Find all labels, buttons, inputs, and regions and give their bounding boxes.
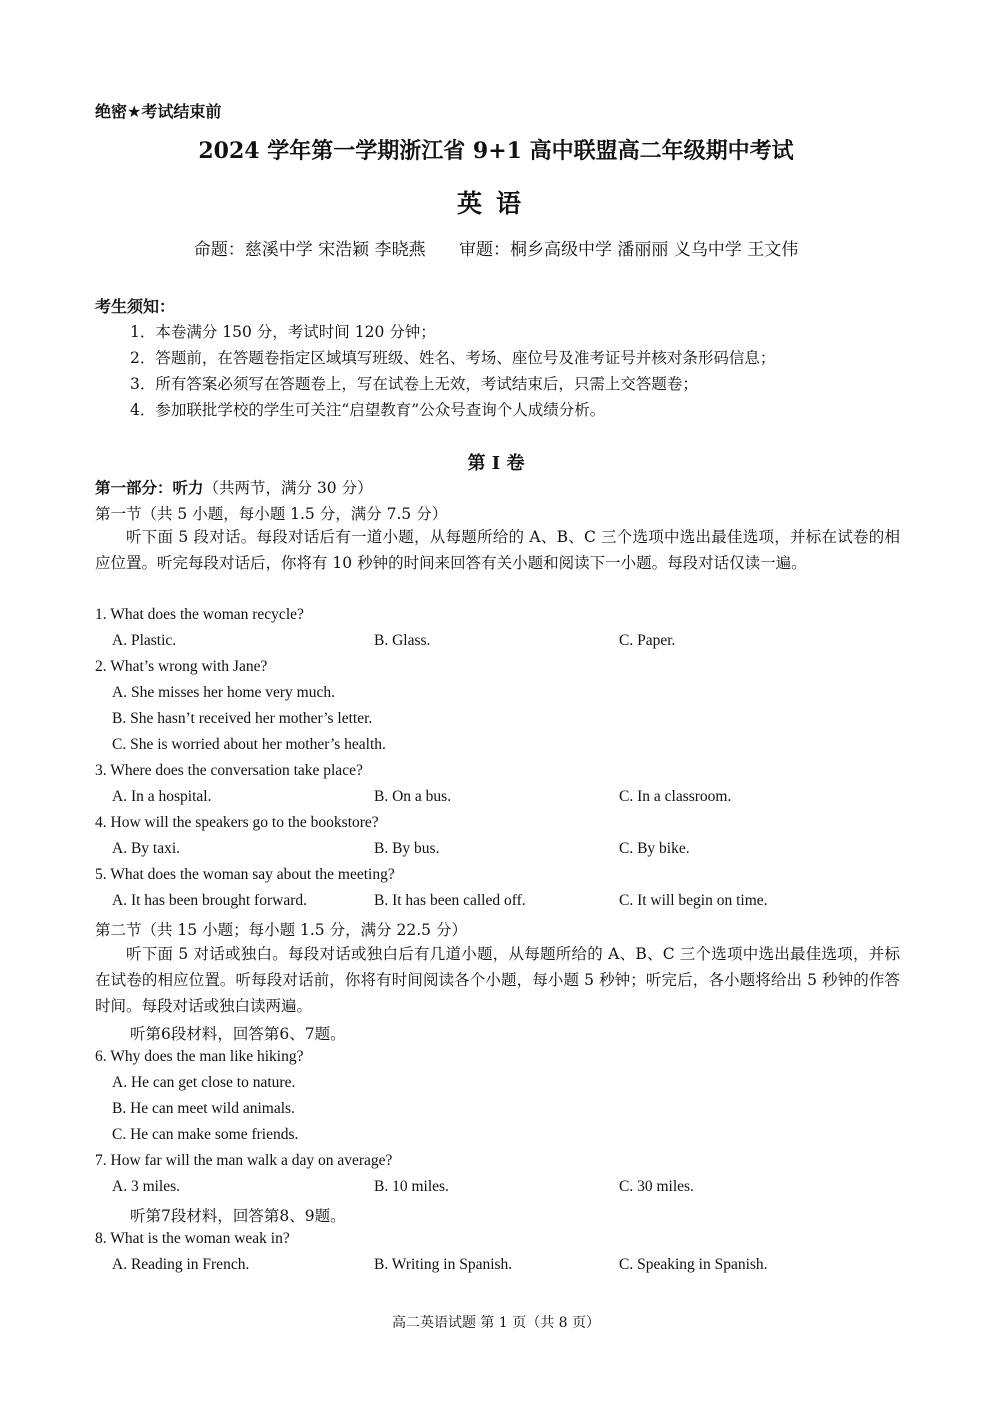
part1-title <box>95 476 373 498</box>
q6-option-a: A. He can get close to nature. <box>112 1074 296 1091</box>
part1-title-bold: 第一部分：听力 <box>95 479 204 497</box>
authors-line <box>0 235 992 260</box>
section1-title: 第一节（共 5 小题，每小题 1.5 分，满分 7.5 分） <box>95 505 448 523</box>
subject-title: 英语 <box>456 189 535 218</box>
q4-option-a: A. By taxi. <box>112 840 181 857</box>
question-8: 8. What is the woman weak in? <box>95 1230 290 1247</box>
q8-option-b: B. Writing in Spanish. <box>374 1256 513 1273</box>
confidential-label: 绝密★考试结束前 <box>95 102 222 121</box>
q1-option-b: B. Glass. <box>374 632 431 649</box>
exam-title: 2024 学年第一学期浙江省 9+1 高中联盟高二年级期中考试 <box>198 138 794 164</box>
q7-option-b: B. 10 miles. <box>374 1178 449 1195</box>
question-3: 3. Where does the conversation take place? <box>95 762 363 779</box>
material-7-note: 听第7段材料，回答第8、9题。 <box>130 1207 346 1225</box>
q8-option-a: A. Reading in French. <box>112 1256 250 1273</box>
question-5: 5. What does the woman say about the meeting? <box>95 866 395 883</box>
q5-option-a: A. It has been brought forward. <box>112 892 307 909</box>
part1-title-rest: （共两节，满分 30 分） <box>203 479 373 497</box>
q5-option-b: B. It has been called off. <box>374 892 526 909</box>
q6-option-c: C. He can make some friends. <box>112 1126 299 1143</box>
notice-item: 2．答题前，在答题卷指定区域填写班级、姓名、考场、座位号及准考证号并核对条形码信息； <box>130 349 776 367</box>
material-6-note: 听第6段材料，回答第6、7题。 <box>130 1025 346 1043</box>
notice-item: 4．参加联批学校的学生可关注“启望教育”公众号查询个人成绩分析。 <box>130 401 606 419</box>
q4-option-b: B. By bus. <box>374 840 440 857</box>
q3-option-c: C. In a classroom. <box>619 788 732 805</box>
q8-option-c: C. Speaking in Spanish. <box>619 1256 768 1273</box>
q1-option-c: C. Paper. <box>619 632 676 649</box>
question-6: 6. Why does the man like hiking? <box>95 1048 304 1065</box>
reviewer-credits: 审题：桐乡高级中学 潘丽丽 义乌中学 王文伟 <box>459 240 799 260</box>
notice-heading: 考生须知： <box>95 297 176 316</box>
q2-option-b: B. She hasn’t received her mother’s letter. <box>112 710 373 727</box>
question-4: 4. How will the speakers go to the bookstore? <box>95 814 379 831</box>
q3-option-a: A. In a hospital. <box>112 788 212 805</box>
question-1: 1. What does the woman recycle? <box>95 606 304 623</box>
q2-option-a: A. She misses her home very much. <box>112 684 335 701</box>
notice-item: 3．所有答案必须写在答题卷上，写在试卷上无效，考试结束后，只需上交答题卷； <box>130 375 698 393</box>
q7-option-a: A. 3 miles. <box>112 1178 181 1195</box>
notice-item: 1．本卷满分 150 分，考试时间 120 分钟； <box>130 323 436 341</box>
setter-credits: 命题：慈溪中学 宋浩颖 李晓燕 <box>193 240 426 260</box>
page-footer: 高二英语试题 第 1 页（共 8 页） <box>391 1315 601 1331</box>
question-7: 7. How far will the man walk a day on average? <box>95 1152 393 1169</box>
q2-option-c: C. She is worried about her mother’s health. <box>112 736 386 753</box>
question-2: 2. What’s wrong with Jane? <box>95 658 268 675</box>
section2-title: 第二节（共 15 小题；每小题 1.5 分，满分 22.5 分） <box>95 921 467 939</box>
q3-option-b: B. On a bus. <box>374 788 452 805</box>
section1-instructions: 听下面 5 段对话。每段对话后有一道小题，从每题所给的 A、B、C 三个选项中选出最佳选项，并标在试卷的相应位置。听完每段对话后，你将有 10 秒钟的时间来回答有关小题和阅读下一小题。每段对话仅读一遍。 <box>95 528 900 572</box>
q6-option-b: B. He can meet wild animals. <box>112 1100 295 1117</box>
volume-heading: 第 I 卷 <box>467 453 525 474</box>
q7-option-c: C. 30 miles. <box>619 1178 694 1195</box>
q5-option-c: C. It will begin on time. <box>619 892 768 909</box>
q1-option-a: A. Plastic. <box>112 632 177 649</box>
section2-instructions: 听下面 5 对话或独白。每段对话或独白后有几道小题，从每题所给的 A、B、C 三个选项中选出最佳选项，并标在试卷的相应位置。听每段对话前，你将有时间阅读各个小题，每小题 5 秒钟；听完后，各小题将给出 5 秒钟的作答时间。每段对话或独白读两遍。 <box>95 945 900 1015</box>
q4-option-c: C. By bike. <box>619 840 690 857</box>
